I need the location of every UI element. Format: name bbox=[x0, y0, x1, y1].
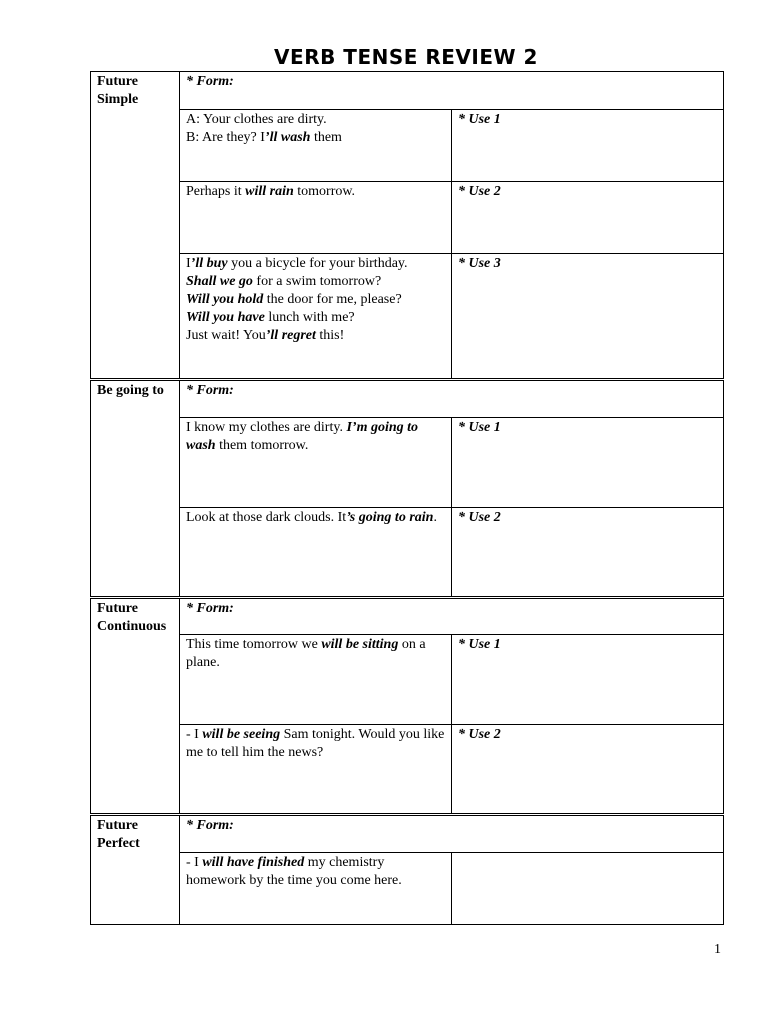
page-title: VERB TENSE REVIEW 2 bbox=[274, 45, 538, 69]
example-cell bbox=[180, 635, 452, 725]
example-text: my chemistry homework by the time you come here. bbox=[186, 855, 402, 888]
example-text: Just wait! You bbox=[186, 328, 266, 343]
tense-label-be-going-to: Be going to bbox=[91, 380, 180, 598]
verb-highlight: will be sitting bbox=[321, 637, 399, 652]
use-cell: * Use 2 bbox=[452, 182, 724, 254]
example-text: them tomorrow. bbox=[215, 438, 309, 453]
verb-highlight: will rain bbox=[245, 184, 294, 199]
verb-highlight: Will you have bbox=[186, 310, 265, 325]
example-text: Perhaps it bbox=[186, 184, 246, 199]
use-cell: * Use 1 bbox=[452, 418, 724, 508]
form-cell-future-perfect: * Form: bbox=[180, 815, 724, 853]
example-text: I bbox=[186, 256, 191, 271]
example-text: for a swim tomorrow? bbox=[252, 274, 382, 289]
verb-highlight: ’s going to rain bbox=[346, 510, 434, 525]
example-text: . bbox=[433, 510, 437, 525]
tense-label-future-continuous: Future Continuous bbox=[91, 598, 180, 815]
use-cell: * Use 2 bbox=[452, 508, 724, 598]
example-cell bbox=[180, 182, 452, 254]
use-cell: * Use 3 bbox=[452, 254, 724, 380]
example-text: - I bbox=[186, 727, 203, 742]
tense-label-future-perfect: Future Perfect bbox=[91, 815, 180, 925]
example-text: tomorrow. bbox=[293, 184, 356, 199]
verb-highlight: ’ll regret bbox=[265, 328, 316, 343]
example-text: Sam tonight. Would you like me to tell him the news? bbox=[186, 727, 445, 760]
example-cell bbox=[180, 853, 452, 925]
example-text: you a bicycle for your birthday. bbox=[227, 256, 408, 271]
example-text: lunch with me? bbox=[264, 310, 355, 325]
example-text: them bbox=[310, 130, 342, 145]
example-text: on a plane. bbox=[186, 637, 426, 670]
tense-label-future-simple: Future Simple bbox=[91, 72, 180, 380]
verb-highlight: I’m going to wash bbox=[186, 420, 419, 453]
example-text: the door for me, please? bbox=[263, 292, 402, 307]
verb-highlight: Will you hold bbox=[186, 292, 264, 307]
verb-highlight: ’ll buy bbox=[190, 256, 228, 271]
example-text: B: Are they? I bbox=[186, 130, 265, 145]
example-cell bbox=[180, 508, 452, 598]
use-cell-empty bbox=[452, 853, 724, 925]
page-number: 1 bbox=[714, 942, 721, 957]
verb-highlight: Shall we go bbox=[186, 274, 253, 289]
verb-tense-table bbox=[90, 71, 724, 925]
use-cell: * Use 1 bbox=[452, 110, 724, 182]
form-cell-be-going-to: * Form: bbox=[180, 380, 724, 418]
example-text: this! bbox=[315, 328, 345, 343]
example-text: Look at those dark clouds. It bbox=[186, 510, 347, 525]
example-cell bbox=[180, 725, 452, 815]
verb-highlight: ’ll wash bbox=[264, 130, 311, 145]
verb-highlight: will be seeing bbox=[202, 727, 281, 742]
verb-highlight: will have finished bbox=[202, 855, 305, 870]
example-text: I know my clothes are dirty. bbox=[186, 420, 347, 435]
use-cell: * Use 1 bbox=[452, 635, 724, 725]
example-cell bbox=[180, 110, 452, 182]
form-cell-future-simple: * Form: bbox=[180, 72, 724, 110]
example-cell bbox=[180, 418, 452, 508]
example-cell bbox=[180, 254, 452, 380]
example-text: A: Your clothes are dirty. bbox=[186, 112, 327, 127]
form-cell-future-continuous: * Form: bbox=[180, 598, 724, 635]
use-cell: * Use 2 bbox=[452, 725, 724, 815]
example-text: This time tomorrow we bbox=[186, 637, 322, 652]
example-text: - I bbox=[186, 855, 203, 870]
